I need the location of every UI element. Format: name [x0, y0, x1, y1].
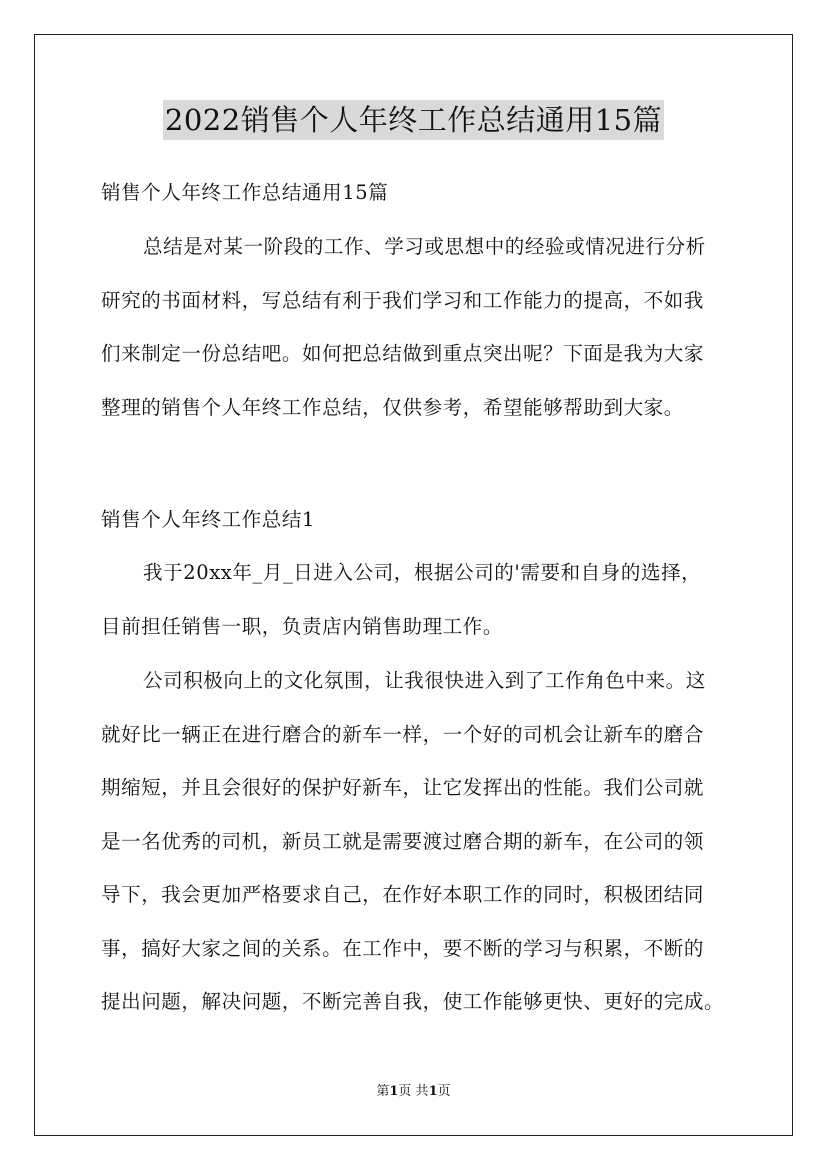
para1-line: 我于20xx年_月_日进入公司，根据公司的'需要和自身的选择，	[143, 561, 702, 584]
para2-line: 公司积极向上的文化氛围，让我很快进入到了工作角色中来。这	[143, 669, 706, 692]
document-subtitle: 销售个人年终工作总结通用15篇	[101, 181, 389, 204]
intro-line: 整理的销售个人年终工作总结，仅供参考，希望能够帮助到大家。	[101, 395, 684, 419]
paragraph-1	[101, 546, 731, 653]
paragraph-2	[101, 654, 731, 1029]
para2-line: 是一名优秀的司机，新员工就是需要渡过磨合期的新车，在公司的领	[101, 829, 705, 853]
intro-line: 总结是对某一阶段的工作、学习或思想中的经验或情况进行分析	[143, 235, 706, 258]
para2-line: 就好比一辆正在进行磨合的新车一样，一个好的司机会让新车的磨合	[101, 722, 705, 746]
page-suffix: 页	[437, 1084, 451, 1099]
para2-line: 导下，我会更加严格要求自己，在作好本职工作的同时，积极团结同	[101, 883, 705, 906]
page-total: 1	[428, 1084, 438, 1099]
intro-line: 研究的书面材料，写总结有利于我们学习和工作能力的提高，不如我	[101, 288, 705, 312]
section1-heading-block	[101, 493, 731, 547]
page-prefix: 第	[376, 1084, 390, 1099]
page-mid: 页 共	[398, 1084, 429, 1099]
para1-line: 目前担任销售一职，负责店内销售助理工作。	[101, 614, 504, 638]
para2-line: 期缩短，并且会很好的保护好新车，让它发挥出的性能。我们公司就	[101, 776, 705, 799]
para2-line: 提出问题，解决问题，不断完善自我，使工作能够更快、更好的完成。	[101, 990, 725, 1013]
page-footer	[0, 1082, 827, 1102]
page-current: 1	[389, 1084, 399, 1099]
section1-heading: 销售个人年终工作总结1	[101, 508, 316, 531]
document-title: 2022销售个人年终工作总结通用15篇	[163, 100, 664, 140]
subtitle-block	[101, 166, 731, 220]
title-wrap	[0, 100, 827, 140]
intro-paragraph	[101, 220, 731, 434]
intro-line: 们来制定一份总结吧。如何把总结做到重点突出呢？下面是我为大家	[101, 342, 705, 365]
para2-line: 事，搞好大家之间的关系。在工作中，要不断的学习与积累，不断的	[101, 936, 705, 960]
